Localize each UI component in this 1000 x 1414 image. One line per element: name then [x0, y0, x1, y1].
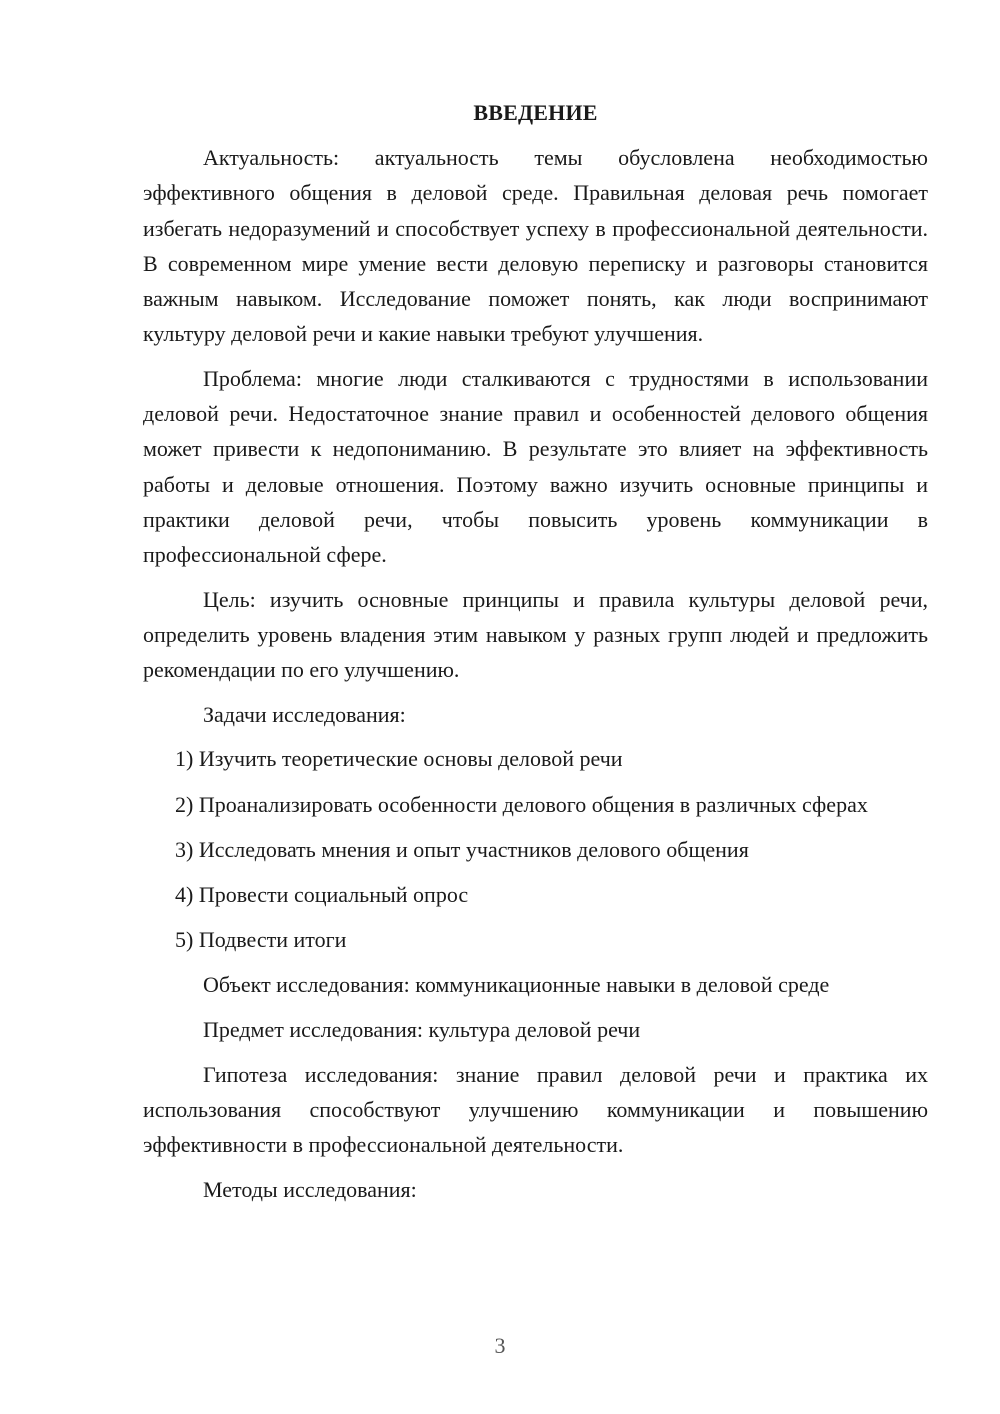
task-item: 2) Проанализировать особенности делового общения в различных сферах: [175, 791, 868, 817]
methods-title: Методы исследования:: [203, 1176, 417, 1202]
document-body: [143, 95, 928, 1217]
subject-paragraph: Предмет исследования: культура деловой речи: [203, 1017, 641, 1043]
goal-paragraph: Цель: изучить основные принципы и правила культуры деловой речи, определить уровень владения этим навыком у разных групп людей и предложить рекомендации по его улучшению.: [143, 586, 928, 683]
relevance-paragraph: Актуальность: актуальность темы обусловлена необходимостью эффективного общения в деловой среде. Правильная деловая речь помогает избегать недоразумений и способствует успеху в профессиональной деятельности. В современном мире умение вести деловую переписку и разговоры становится важным навыком. Исследование поможет понять, как люди воспринимают культуру деловой речи и какие навыки требуют улучшения.: [143, 145, 928, 347]
object-paragraph: Объект исследования: коммуникационные навыки в деловой среде: [203, 972, 830, 998]
task-item: 1) Изучить теоретические основы деловой речи: [175, 746, 623, 772]
tasks-title: Задачи исследования:: [203, 701, 406, 727]
task-item: 3) Исследовать мнения и опыт участников делового общения: [175, 836, 749, 862]
section-heading: ВВЕДЕНИЕ: [473, 100, 598, 125]
hypothesis-paragraph: Гипотеза исследования: знание правил деловой речи и практика их использования способствуют улучшению коммуникации и повышению эффективности в профессиональной деятельности.: [143, 1061, 928, 1158]
task-item: 5) Подвести итоги: [175, 927, 347, 953]
problem-paragraph: Проблема: многие люди сталкиваются с трудностями в использовании деловой речи. Недостаточное знание правил и особенностей делового общения может привести к недопониманию. В результате это влияет на эффективность работы и деловые отношения. Поэтому важно изучить основные принципы и практики деловой речи, чтобы повысить уровень коммуникации в профессиональной сфере.: [143, 365, 928, 567]
task-item: 4) Провести социальный опрос: [175, 882, 469, 908]
page-number: 3: [494, 1333, 506, 1358]
